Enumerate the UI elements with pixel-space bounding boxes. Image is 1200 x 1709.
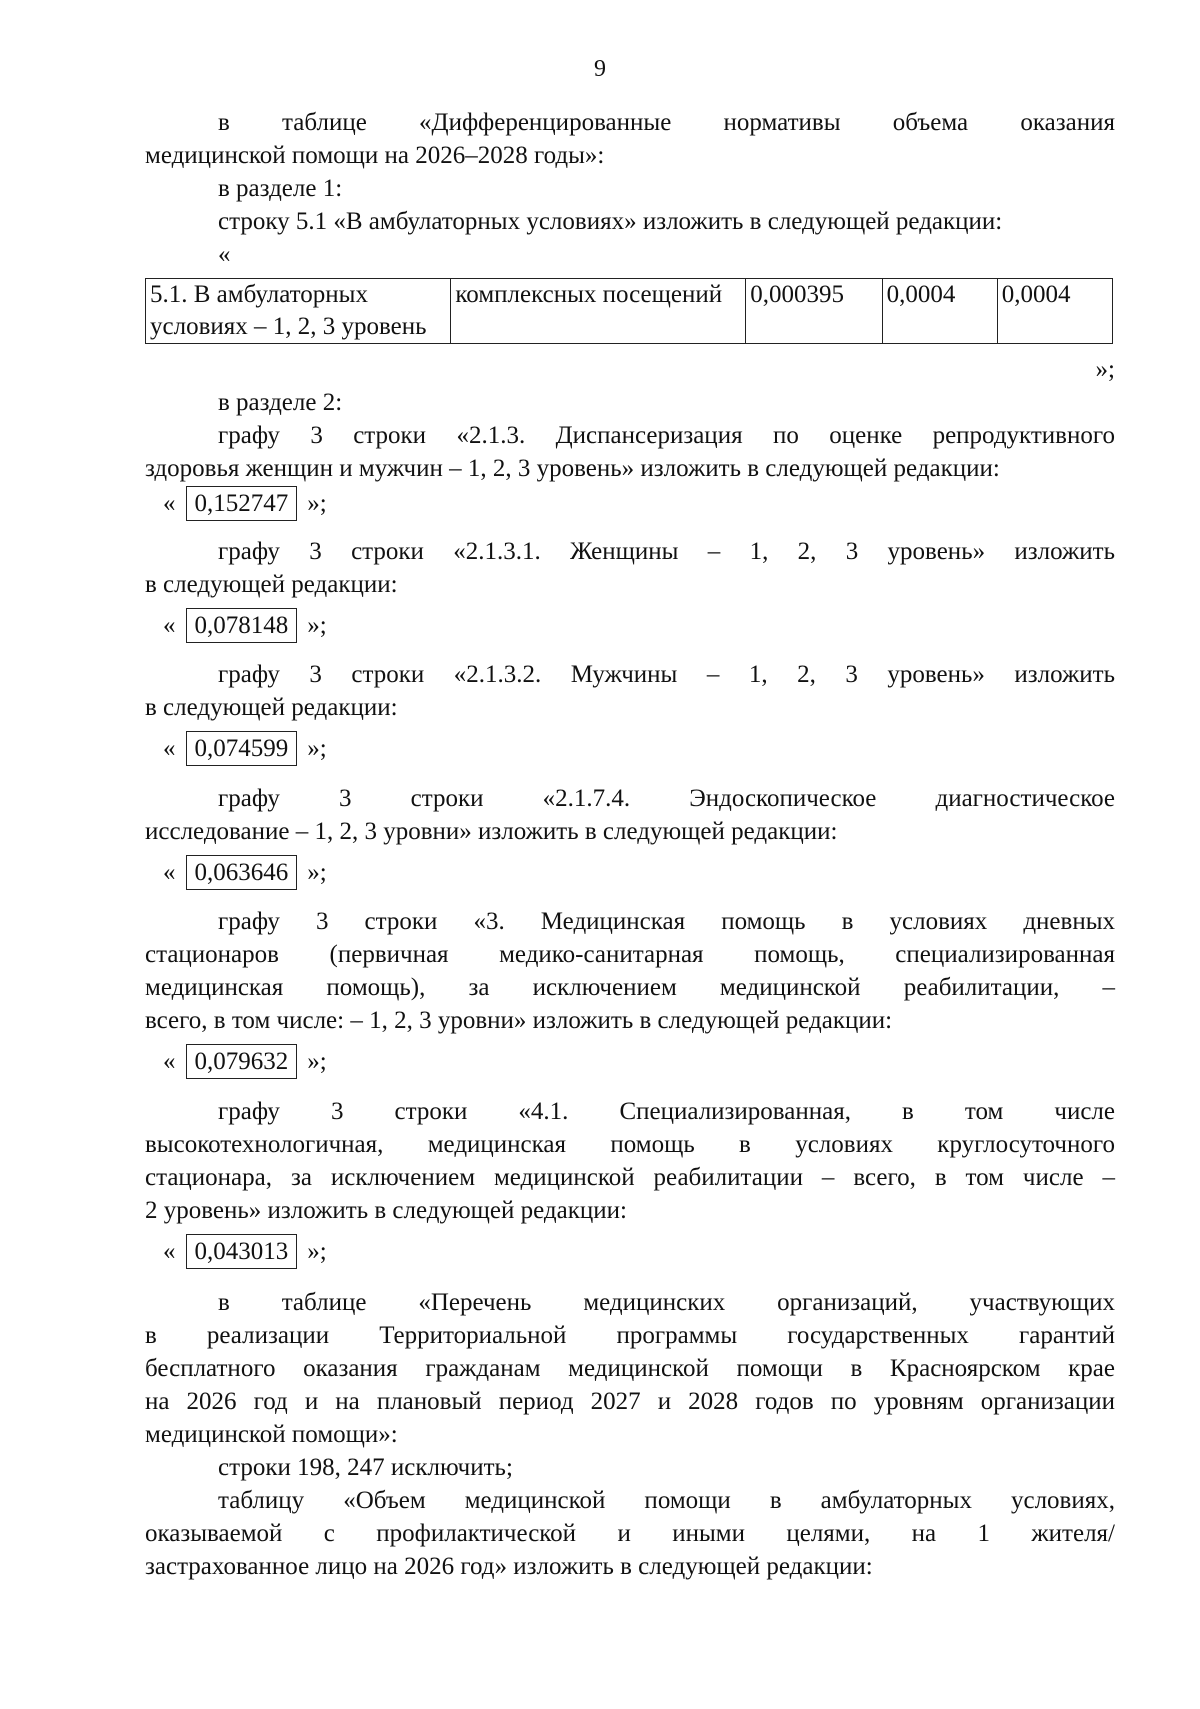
value-box: 0,079632 <box>186 1044 298 1079</box>
paragraph-line: графу 3 строки «2.1.3.2. Мужчины – 1, 2, 3 уровень» изложить <box>218 661 1115 688</box>
paragraph-line: оказываемой с профилактической и иными целями, на 1 жителя/ <box>145 1520 1115 1547</box>
value-close-quote: »; <box>307 1048 327 1075</box>
value-box: 0,043013 <box>186 1234 298 1269</box>
paragraph-line: в следующей редакции: <box>145 694 398 721</box>
value-box: 0,078148 <box>186 608 298 643</box>
value-box: 0,152747 <box>186 486 298 521</box>
paragraph-line: графу 3 строки «4.1. Специализированная, в том числе <box>218 1098 1115 1125</box>
value-close-quote: »; <box>307 1238 327 1265</box>
paragraph-line: графу 3 строки «2.1.7.4. Эндоскопическое диагностическое <box>218 785 1115 812</box>
paragraph-line: 2 уровень» изложить в следующей редакции: <box>145 1197 627 1224</box>
value-row <box>163 1234 327 1269</box>
value-row <box>163 1044 327 1079</box>
table-cell: 5.1. В амбулаторных условиях – 1, 2, 3 уровень <box>146 279 451 344</box>
table-cell: 0,000395 <box>746 279 882 344</box>
value-close-quote: »; <box>307 735 327 762</box>
table-cell: 0,0004 <box>997 279 1112 344</box>
paragraph-line: всего, в том числе: – 1, 2, 3 уровни» изложить в следующей редакции: <box>145 1007 893 1034</box>
paragraph-line: медицинской помощи»: <box>145 1421 398 1448</box>
close-quote: »; <box>1095 356 1115 383</box>
paragraph-line: высокотехнологичная, медицинская помощь в условиях круглосуточного <box>145 1131 1115 1158</box>
paragraph-line: застрахованное лицо на 2026 год» изложить в следующей редакции: <box>145 1553 873 1580</box>
paragraph-line: здоровья женщин и мужчин – 1, 2, 3 уровень» изложить в следующей редакции: <box>145 455 1000 482</box>
value-open-quote: « <box>163 735 176 762</box>
value-row <box>163 855 327 890</box>
value-close-quote: »; <box>307 490 327 517</box>
paragraph-line: бесплатного оказания гражданам медицинской помощи в Красноярском крае <box>145 1355 1115 1382</box>
paragraph: строку 5.1 «В амбулаторных условиях» изложить в следующей редакции: <box>218 208 1003 235</box>
paragraph: в разделе 2: <box>218 389 343 416</box>
paragraph-line: на 2026 год и на плановый период 2027 и 2028 годов по уровням организации <box>145 1388 1115 1415</box>
value-box: 0,074599 <box>186 731 298 766</box>
paragraph-line: стационаров (первичная медико-санитарная помощь, специализированная <box>145 941 1115 968</box>
value-open-quote: « <box>163 859 176 886</box>
value-open-quote: « <box>163 490 176 517</box>
paragraph-line: в реализации Территориальной программы государственных гарантий <box>145 1322 1115 1349</box>
value-row <box>163 486 327 521</box>
value-box: 0,063646 <box>186 855 298 890</box>
paragraph-line: медицинская помощь), за исключением медицинской реабилитации, – <box>145 974 1115 1001</box>
value-row <box>163 731 327 766</box>
paragraph-line: стационара, за исключением медицинской реабилитации – всего, в том числе – <box>145 1164 1115 1191</box>
value-close-quote: »; <box>307 612 327 639</box>
value-open-quote: « <box>163 612 176 639</box>
paragraph-line: графу 3 строки «2.1.3.1. Женщины – 1, 2, 3 уровень» изложить <box>218 538 1115 565</box>
paragraph: в разделе 1: <box>218 175 343 202</box>
value-close-quote: »; <box>307 859 327 886</box>
value-open-quote: « <box>163 1048 176 1075</box>
page-number: 9 <box>594 56 606 82</box>
value-open-quote: « <box>163 1238 176 1265</box>
replacement-table <box>145 278 1113 344</box>
paragraph-line: медицинской помощи на 2026–2028 годы»: <box>145 142 605 169</box>
paragraph-line: в следующей редакции: <box>145 571 398 598</box>
paragraph: строки 198, 247 исключить; <box>218 1454 513 1481</box>
open-quote: « <box>218 241 231 268</box>
paragraph-line: в таблице «Дифференцированные нормативы объема оказания <box>218 109 1115 136</box>
table-cell: комплексных посещений <box>451 279 746 344</box>
table-cell: 0,0004 <box>882 279 997 344</box>
paragraph-line: графу 3 строки «2.1.3. Диспансеризация по оценке репродуктивного <box>218 422 1115 449</box>
paragraph-line: в таблице «Перечень медицинских организаций, участвующих <box>218 1289 1115 1316</box>
paragraph-line: исследование – 1, 2, 3 уровни» изложить в следующей редакции: <box>145 818 838 845</box>
paragraph-line: таблицу «Объем медицинской помощи в амбулаторных условиях, <box>218 1487 1115 1514</box>
paragraph-line: графу 3 строки «3. Медицинская помощь в условиях дневных <box>218 908 1115 935</box>
value-row <box>163 608 327 643</box>
table-row <box>146 279 1113 344</box>
